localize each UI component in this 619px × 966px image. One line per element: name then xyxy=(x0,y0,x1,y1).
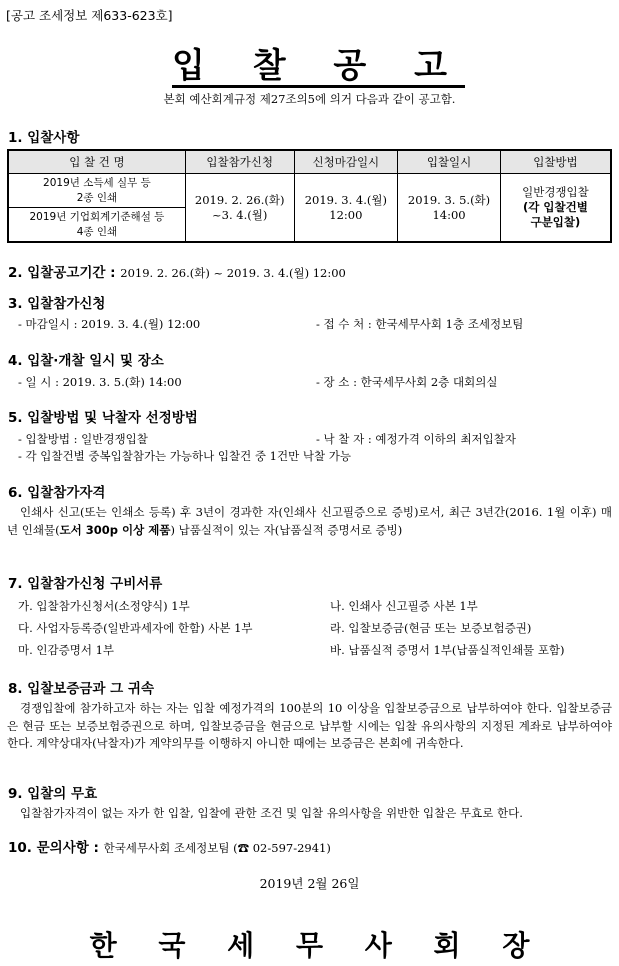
apply-period-cell xyxy=(185,174,294,243)
bid-method: - 입찰방법 : 일반경쟁입찰 xyxy=(18,432,148,446)
bid-date-cell xyxy=(398,174,501,243)
issuer-name: 한 국 세 무 사 회 장 xyxy=(89,929,546,962)
opening-datetime: - 일 시 : 2019. 3. 5.(화) 14:00 xyxy=(18,375,182,389)
deadline-cell xyxy=(294,174,398,243)
application-office: - 접 수 처 : 한국세무사회 1층 조세정보팀 xyxy=(316,317,524,331)
section-9-heading: 9. 입찰의 무효 xyxy=(8,786,98,802)
section-10-heading: 10. 문의사항 : xyxy=(8,840,99,856)
doc-item-c: 다. 사업자등록증(일반과세자에 한함) 사본 1부 xyxy=(18,621,253,635)
eligibility-text-bold: 도서 300p 이상 제품 xyxy=(59,522,171,537)
eligibility-text-a: 인쇄사 신고(또는 인쇄소 등록) 후 3년이 경과한 자(인쇄사 신고필증으로 증빙)로서, 최근 3년간(2016. 1월 이후) 매년 인쇄물( xyxy=(7,505,612,537)
apply-line-2: ~3. 4.(월) xyxy=(212,207,268,222)
column-header-bid-date: 입찰일시 xyxy=(398,150,501,174)
winner-criteria: - 낙 찰 자 : 예정가격 이하의 최저입찰자 xyxy=(316,432,516,446)
item-2-cell xyxy=(8,208,185,243)
section-7-heading: 7. 입찰참가신청 구비서류 xyxy=(8,576,163,592)
method-line-2: (각 입찰건별 xyxy=(523,200,588,214)
method-line-3: 구분입찰) xyxy=(530,215,581,229)
bid-table xyxy=(7,149,612,243)
bid-line-2: 14:00 xyxy=(432,207,466,222)
item-2-line-1: 2019년 기업회계기준해설 등 xyxy=(29,210,165,223)
doc-item-e: 마. 인감증명서 1부 xyxy=(18,643,115,657)
item-2-line-2: 4종 인쇄 xyxy=(76,225,118,238)
section-8-heading: 8. 입찰보증금과 그 귀속 xyxy=(8,681,154,697)
deposit-text: 경쟁입찰에 참가하고자 하는 자는 입찰 예정가격의 100분의 10 이상을 입찰보증금으로 납부하여야 한다. 입찰보증금은 현금 또는 보증보험증권으로 하며, 입찰보증금을 현금으로 납부할 시에는 입찰 유의사항의 지정된 계좌로 납부하여야 한다. 계약상대자(낙찰자)가 계약의무를 이행하지 아니한 때에는 보증금은 본회에 귀속한다. xyxy=(7,701,612,750)
column-header-deadline: 신청마감일시 xyxy=(294,150,398,174)
document-title xyxy=(0,46,619,88)
section-4-heading: 4. 입찰·개찰 일시 및 장소 xyxy=(8,353,164,369)
deadline-line-2: 12:00 xyxy=(329,207,363,222)
section-2 xyxy=(8,261,346,281)
bid-line-1: 2019. 3. 5.(화) xyxy=(407,192,491,207)
method-line-1: 일반경쟁입찰 xyxy=(522,185,589,199)
bid-notice-period: 2019. 2. 26.(화) ~ 2019. 3. 4.(월) 12:00 xyxy=(120,266,346,280)
intro-text: 본회 예산회계규정 제27조의5에 의거 다음과 같이 공고함. xyxy=(163,92,456,106)
item-1-cell xyxy=(8,174,185,208)
bid-table-header-row xyxy=(8,150,611,174)
invalid-bid-text: 입찰참가자격이 없는 자가 한 입찰, 입찰에 관한 조건 및 입찰 유의사항을 위반한 입찰은 무효로 한다. xyxy=(20,806,523,820)
doc-item-f: 바. 납품실적 증명서 1부(납품실적인쇄물 포함) xyxy=(330,643,565,657)
section-3-heading: 3. 입찰참가신청 xyxy=(8,296,106,312)
table-row xyxy=(8,174,611,208)
doc-item-a: 가. 입찰참가신청서(소정양식) 1부 xyxy=(18,599,190,613)
apply-line-1: 2019. 2. 26.(화) xyxy=(194,192,285,207)
section-1-heading: 1. 입찰사항 xyxy=(8,130,80,146)
section-2-heading: 2. 입찰공고기간 : xyxy=(8,265,116,281)
eligibility-text-b: ) 납품실적이 있는 자(납품실적 증명서로 증빙) xyxy=(170,522,403,537)
notice-number: [공고 조세정보 제633-623호] xyxy=(6,8,173,23)
notice-date: 2019년 2월 26일 xyxy=(259,876,360,891)
opening-location: - 장 소 : 한국세무사회 2층 대회의실 xyxy=(316,375,498,389)
doc-item-b: 나. 인쇄사 신고필증 사본 1부 xyxy=(330,599,478,613)
application-deadline: - 마감일시 : 2019. 3. 4.(월) 12:00 xyxy=(18,317,201,331)
eligibility-text xyxy=(7,504,612,539)
item-1-line-2: 2종 인쇄 xyxy=(76,191,118,204)
doc-item-d: 라. 입찰보증금(현금 또는 보증보험증권) xyxy=(330,621,532,635)
section-6-heading: 6. 입찰참가자격 xyxy=(8,485,106,501)
contact-info: 한국세무사회 조세정보팀 (☎ 02-597-2941) xyxy=(103,841,331,855)
duplicate-bid-note: - 각 입찰건별 중복입찰참가는 가능하나 입찰건 중 1건만 낙찰 가능 xyxy=(18,449,351,463)
method-cell xyxy=(500,174,611,243)
column-header-apply: 입찰참가신청 xyxy=(185,150,294,174)
section-5-heading: 5. 입찰방법 및 낙찰자 선정방법 xyxy=(8,410,198,426)
section-10 xyxy=(8,836,331,856)
title-text: 입 찰 공 고 xyxy=(172,46,465,86)
column-header-item: 입 찰 건 명 xyxy=(8,150,185,174)
deadline-line-1: 2019. 3. 4.(월) xyxy=(304,192,387,207)
column-header-method: 입찰방법 xyxy=(500,150,611,174)
item-1-line-1: 2019년 소득세 실무 등 xyxy=(43,176,151,189)
